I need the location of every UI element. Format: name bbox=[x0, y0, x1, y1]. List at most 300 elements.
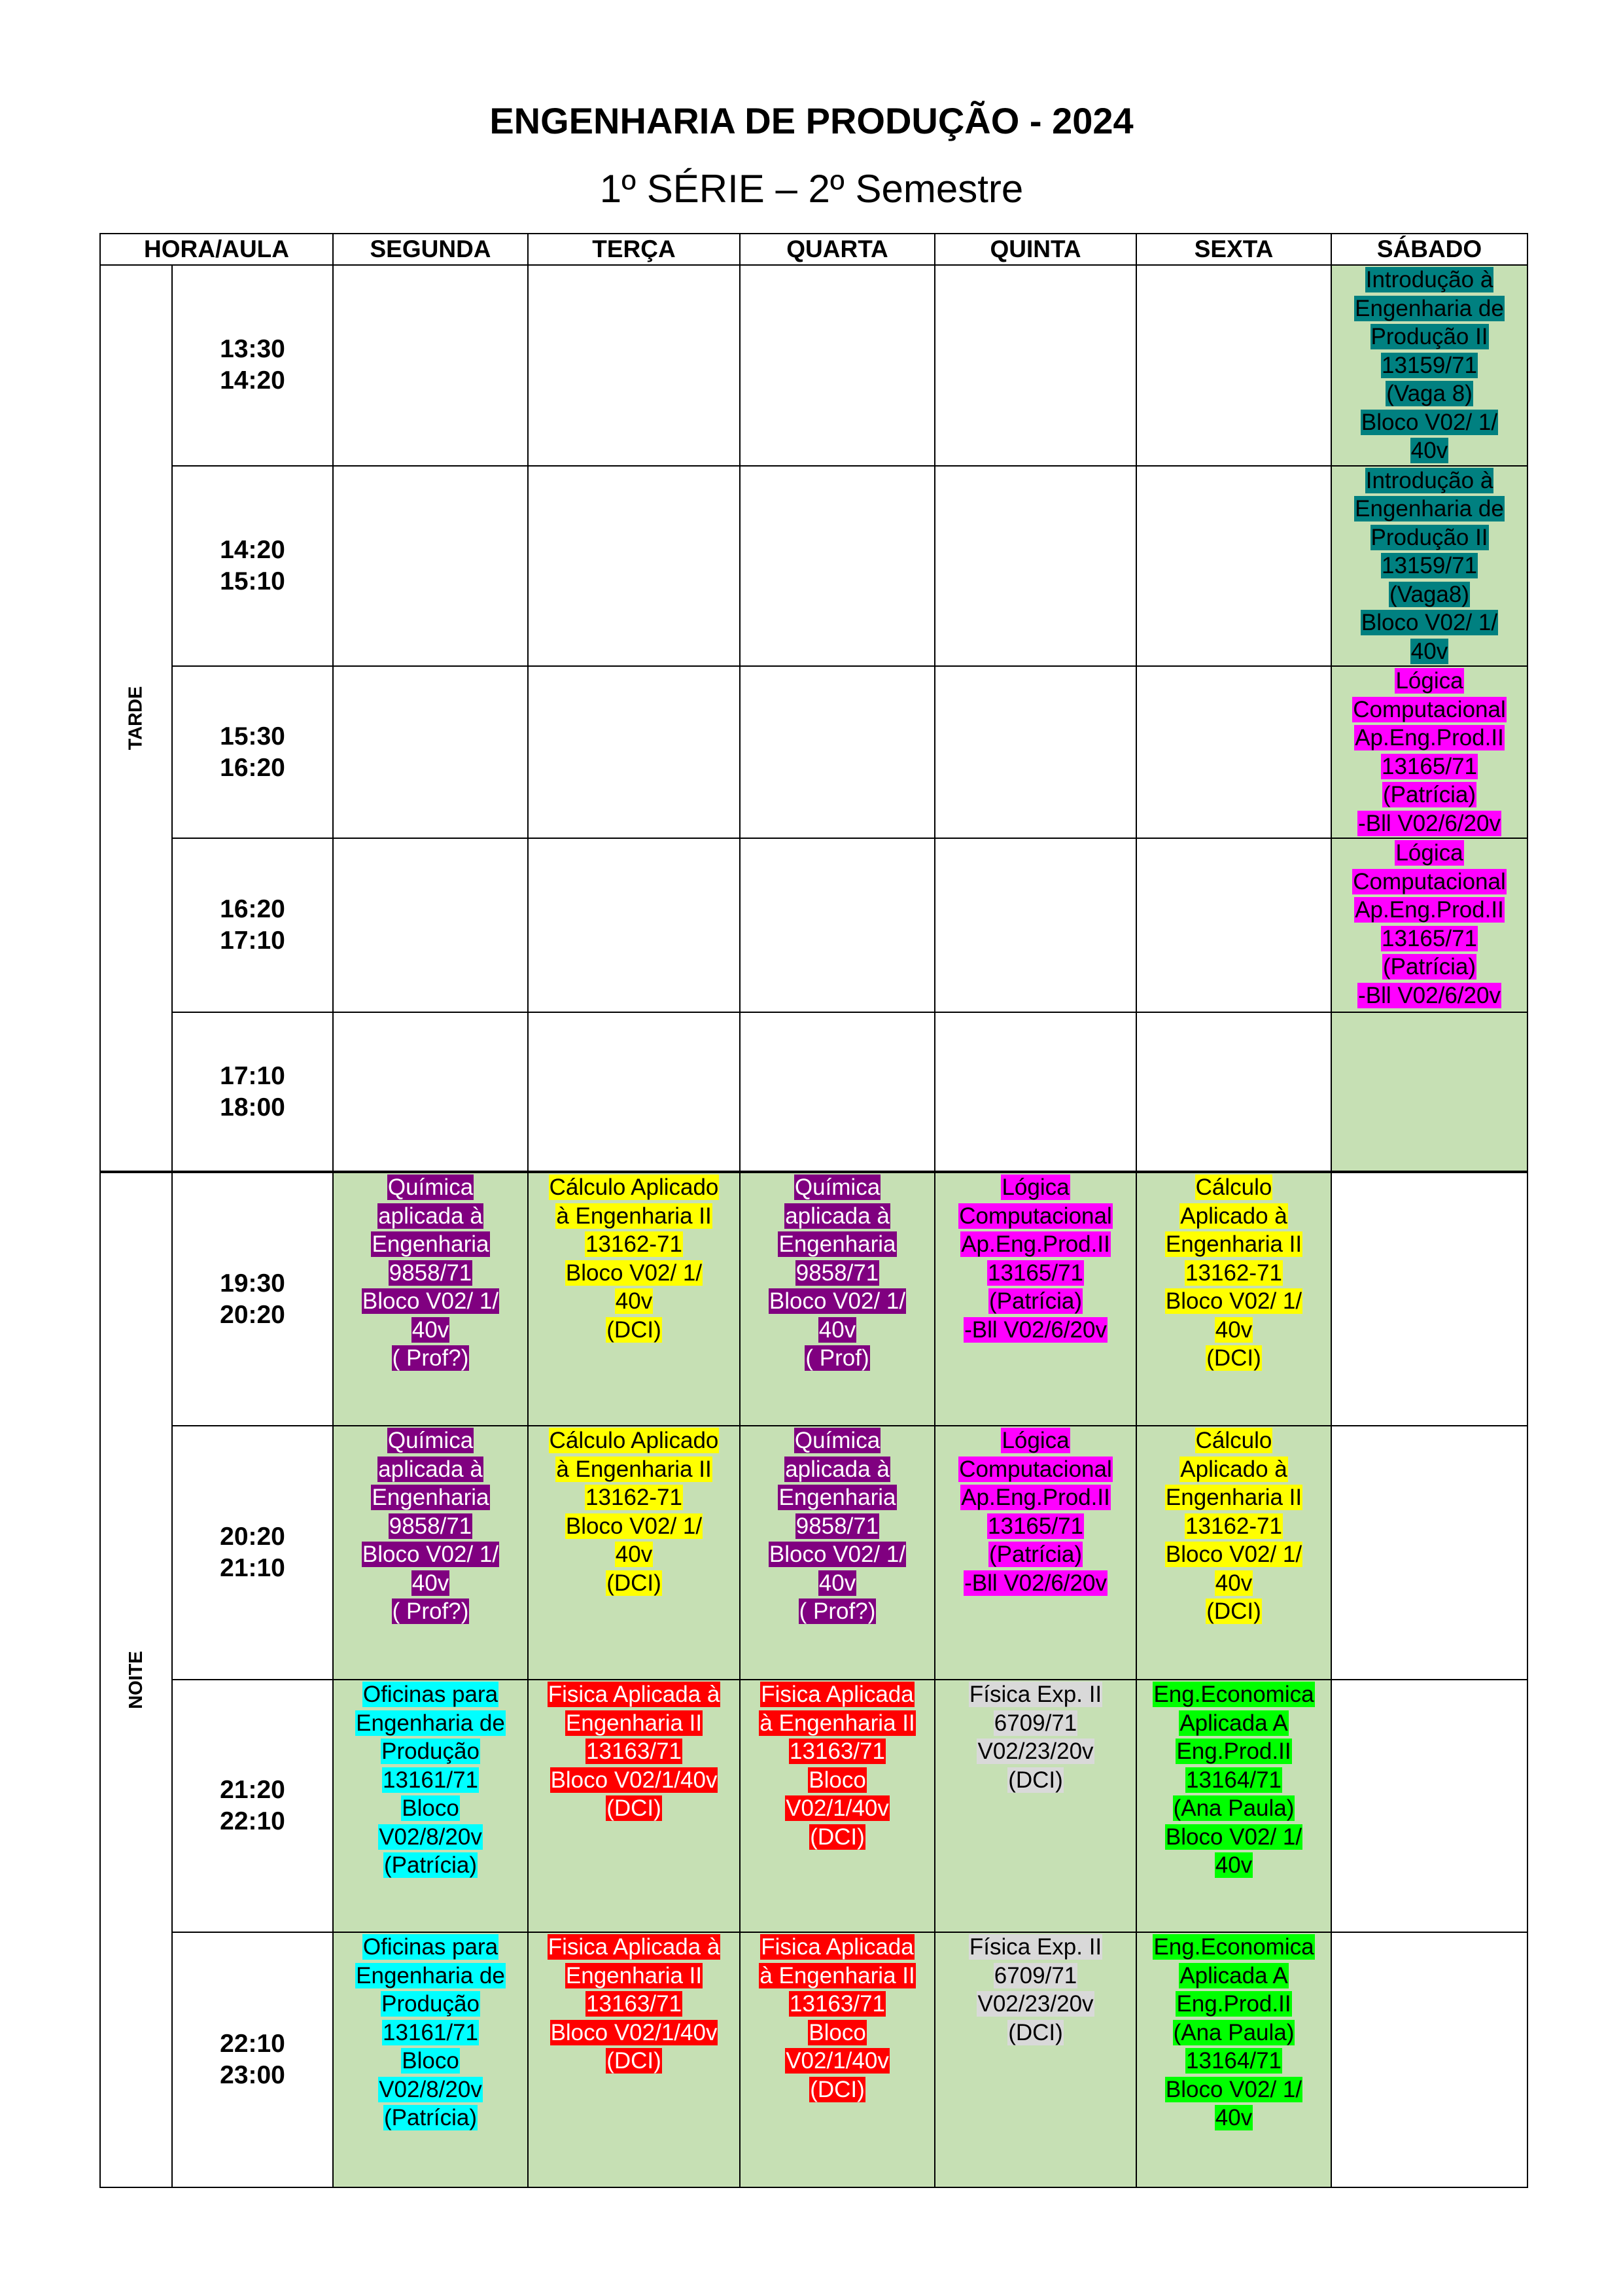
class-info-line: Computacional bbox=[959, 1203, 1112, 1229]
schedule-row bbox=[100, 1680, 1527, 1932]
class-info-line: Ap.Eng.Prod.II bbox=[961, 1231, 1110, 1257]
class-info-line: Engenharia de bbox=[356, 1710, 505, 1736]
class-cell-segunda bbox=[333, 265, 528, 466]
class-info-line: 13161/71 bbox=[383, 2019, 478, 2045]
class-line-wrap bbox=[1137, 1426, 1331, 1455]
class-line-wrap bbox=[741, 1173, 934, 1202]
class-cell-sexta bbox=[1136, 466, 1331, 667]
class-cell-sabado bbox=[1331, 1012, 1527, 1172]
class-cell-quarta bbox=[740, 1932, 935, 2187]
class-info-line: 9858/71 bbox=[795, 1260, 879, 1286]
class-line-wrap bbox=[334, 2019, 527, 2047]
class-info-line: à Engenharia II bbox=[759, 1962, 915, 1988]
class-line-wrap bbox=[334, 1962, 527, 1990]
class-cell-sexta bbox=[1136, 1932, 1331, 2187]
class-info-line: 13165/71 bbox=[1382, 925, 1477, 951]
class-entry bbox=[334, 1680, 527, 1880]
class-line-wrap bbox=[334, 1540, 527, 1569]
class-line-wrap bbox=[334, 1483, 527, 1512]
class-line-wrap bbox=[741, 1933, 934, 1962]
schedule-body bbox=[100, 265, 1527, 2187]
class-line-wrap bbox=[1332, 495, 1527, 523]
class-entry bbox=[935, 1173, 1136, 1344]
class-line-wrap bbox=[529, 1483, 739, 1512]
class-info-line: (DCI) bbox=[1008, 1767, 1063, 1793]
class-info-line: Lógica bbox=[1002, 1428, 1070, 1453]
header-row bbox=[100, 234, 1527, 265]
class-line-wrap bbox=[741, 1794, 934, 1823]
class-info-line: (Patrícia) bbox=[989, 1288, 1082, 1314]
class-info-line: (Patrícia) bbox=[384, 2105, 477, 2130]
time-slot bbox=[172, 1012, 333, 1172]
class-line-wrap bbox=[741, 1202, 934, 1231]
class-line-wrap bbox=[529, 1316, 739, 1345]
class-cell-quarta bbox=[740, 838, 935, 1012]
class-line-wrap bbox=[1137, 1794, 1331, 1823]
class-info-line: (DCI) bbox=[1008, 2019, 1063, 2045]
class-line-wrap bbox=[1137, 1316, 1331, 1345]
class-line-wrap bbox=[935, 1455, 1136, 1484]
class-info-line: 40v bbox=[411, 1316, 449, 1343]
class-cell-quarta bbox=[740, 466, 935, 667]
class-entry bbox=[741, 1680, 934, 1851]
class-info-line: Produção II bbox=[1370, 324, 1488, 349]
class-info-line: 6709/71 bbox=[994, 1710, 1077, 1736]
class-info-line: ( Prof) bbox=[805, 1345, 869, 1371]
class-info-line: V02/8/20v bbox=[379, 2076, 482, 2102]
class-info-line: (Patrícia) bbox=[1383, 954, 1476, 980]
class-line-wrap bbox=[741, 1230, 934, 1259]
time-end: 23:00 bbox=[220, 2061, 285, 2089]
schedule-row bbox=[100, 1426, 1527, 1680]
class-info-line: 13159/71 bbox=[1382, 553, 1477, 578]
class-cell-segunda bbox=[333, 466, 528, 667]
class-info-line: 13162-71 bbox=[585, 1231, 682, 1257]
class-line-wrap bbox=[935, 1512, 1136, 1541]
class-line-wrap bbox=[741, 1316, 934, 1345]
class-line-wrap bbox=[334, 1344, 527, 1373]
class-cell-terca bbox=[528, 265, 740, 466]
class-info-line: Aplicada A bbox=[1179, 1710, 1288, 1736]
class-info-line: Aplicada A bbox=[1179, 1962, 1288, 1988]
class-entry bbox=[1332, 266, 1527, 465]
class-line-wrap bbox=[1332, 408, 1527, 437]
class-info-line: (Ana Paula) bbox=[1173, 1795, 1295, 1821]
class-info-line: 13165/71 bbox=[1382, 753, 1477, 779]
class-info-line: Produção II bbox=[1370, 524, 1488, 550]
schedule-row bbox=[100, 1932, 1527, 2187]
class-entry bbox=[935, 1933, 1136, 2047]
class-cell-sexta bbox=[1136, 1012, 1331, 1172]
class-line-wrap bbox=[334, 1230, 527, 1259]
time-end: 14:20 bbox=[220, 366, 285, 395]
class-info-line: ( Prof?) bbox=[392, 1598, 469, 1624]
class-line-wrap bbox=[1332, 981, 1527, 1010]
class-line-wrap bbox=[935, 1259, 1136, 1288]
class-info-line: 13163/71 bbox=[586, 1991, 682, 2017]
class-info-line: aplicada à bbox=[785, 1456, 890, 1482]
class-cell-sexta bbox=[1136, 265, 1331, 466]
class-info-line: 13163/71 bbox=[586, 1739, 682, 1764]
class-line-wrap bbox=[1137, 1933, 1331, 1962]
class-line-wrap bbox=[334, 1455, 527, 1484]
class-line-wrap bbox=[741, 1597, 934, 1626]
time-end: 20:20 bbox=[220, 1300, 285, 1329]
class-line-wrap bbox=[529, 1202, 739, 1231]
class-line-wrap bbox=[741, 1540, 934, 1569]
class-line-wrap bbox=[529, 1990, 739, 2019]
class-line-wrap bbox=[529, 1259, 739, 1288]
class-line-wrap bbox=[334, 1737, 527, 1766]
class-cell-segunda bbox=[333, 1426, 528, 1680]
class-info-line: Engenharia bbox=[778, 1485, 896, 1510]
class-line-wrap bbox=[334, 1569, 527, 1598]
class-cell-quinta bbox=[935, 1680, 1136, 1932]
class-info-line: Cálculo bbox=[1195, 1428, 1272, 1453]
class-info-line: Física Exp. II bbox=[969, 1682, 1102, 1707]
header-quinta: QUINTA bbox=[935, 234, 1136, 265]
class-line-wrap bbox=[529, 1680, 739, 1709]
class-cell-quinta bbox=[935, 1012, 1136, 1172]
class-info-line: Bloco V02/ 1/ bbox=[1361, 409, 1498, 435]
class-line-wrap bbox=[334, 1597, 527, 1626]
class-info-line: Bloco bbox=[402, 1795, 459, 1821]
class-info-line: ( Prof?) bbox=[799, 1598, 876, 1624]
class-line-wrap bbox=[1137, 1259, 1331, 1288]
class-line-wrap bbox=[334, 2075, 527, 2104]
class-info-line: (Patrícia) bbox=[384, 1852, 477, 1878]
class-info-line: 13163/71 bbox=[790, 1739, 885, 1764]
class-line-wrap bbox=[741, 2075, 934, 2104]
class-info-line: Introdução à bbox=[1365, 467, 1493, 493]
class-info-line: Bloco bbox=[809, 2019, 866, 2045]
class-entry bbox=[1332, 667, 1527, 838]
class-line-wrap bbox=[1137, 1483, 1331, 1512]
class-info-line: (Vaga 8) bbox=[1386, 381, 1473, 406]
header-quarta: QUARTA bbox=[740, 234, 935, 265]
class-info-line: Física Exp. II bbox=[969, 1934, 1102, 1960]
class-entry bbox=[741, 1426, 934, 1626]
class-line-wrap bbox=[741, 2047, 934, 2075]
class-cell-terca bbox=[528, 1932, 740, 2187]
class-line-wrap bbox=[1137, 2019, 1331, 2047]
class-info-line: Química bbox=[387, 1174, 474, 1200]
class-line-wrap bbox=[1332, 294, 1527, 323]
class-line-wrap bbox=[935, 1680, 1136, 1709]
class-entry bbox=[1332, 467, 1527, 666]
time-slot bbox=[172, 466, 333, 667]
time-slot bbox=[172, 1680, 333, 1932]
class-cell-sabado bbox=[1331, 1172, 1527, 1426]
class-info-line: Oficinas para bbox=[362, 1934, 498, 1960]
class-info-line: (Vaga8) bbox=[1389, 581, 1469, 607]
time-slot bbox=[172, 666, 333, 838]
class-line-wrap bbox=[334, 1823, 527, 1852]
class-info-line: 13161/71 bbox=[383, 1767, 478, 1793]
class-info-line: Bloco bbox=[809, 1767, 866, 1793]
class-line-wrap bbox=[1137, 1823, 1331, 1852]
class-cell-sabado bbox=[1331, 838, 1527, 1012]
class-cell-terca bbox=[528, 666, 740, 838]
class-line-wrap bbox=[935, 1540, 1136, 1569]
class-info-line: Química bbox=[387, 1428, 474, 1453]
class-cell-quarta bbox=[740, 1172, 935, 1426]
class-line-wrap bbox=[741, 1766, 934, 1795]
class-line-wrap bbox=[334, 1766, 527, 1795]
class-info-line: (DCI) bbox=[810, 2076, 865, 2102]
class-info-line: 40v bbox=[615, 1288, 653, 1314]
class-line-wrap bbox=[1137, 1344, 1331, 1373]
class-info-line: 40v bbox=[1215, 1570, 1253, 1596]
class-info-line: 13165/71 bbox=[988, 1260, 1083, 1286]
class-cell-quarta bbox=[740, 1426, 935, 1680]
class-cell-terca bbox=[528, 1426, 740, 1680]
class-info-line: -Bll V02/6/20v bbox=[964, 1316, 1107, 1343]
class-line-wrap bbox=[1332, 380, 1527, 408]
class-info-line: Química bbox=[794, 1428, 881, 1453]
class-line-wrap bbox=[741, 1426, 934, 1455]
class-entry bbox=[1137, 1680, 1331, 1880]
class-entry bbox=[529, 1680, 739, 1823]
time-slot bbox=[172, 1932, 333, 2187]
class-info-line: 13164/71 bbox=[1186, 1767, 1282, 1793]
class-info-line: 9858/71 bbox=[795, 1513, 879, 1539]
class-entry bbox=[741, 1933, 934, 2104]
class-line-wrap bbox=[741, 1344, 934, 1373]
class-line-wrap bbox=[741, 1569, 934, 1598]
class-line-wrap bbox=[741, 1455, 934, 1484]
class-info-line: 9858/71 bbox=[389, 1513, 472, 1539]
class-cell-terca bbox=[528, 1680, 740, 1932]
class-info-line: Engenharia de bbox=[356, 1962, 505, 1988]
class-line-wrap bbox=[935, 1766, 1136, 1795]
class-entry bbox=[935, 1426, 1136, 1597]
class-info-line: (DCI) bbox=[1206, 1345, 1261, 1371]
class-line-wrap bbox=[1332, 781, 1527, 809]
time-start: 17:10 bbox=[220, 1061, 285, 1090]
class-line-wrap bbox=[935, 1990, 1136, 2019]
class-line-wrap bbox=[1332, 323, 1527, 351]
class-info-line: Produção bbox=[381, 1991, 480, 2017]
class-info-line: ( Prof?) bbox=[392, 1345, 469, 1371]
class-info-line: Bloco V02/ 1/ bbox=[769, 1542, 906, 1567]
class-line-wrap bbox=[1137, 1990, 1331, 2019]
time-start: 20:20 bbox=[220, 1523, 285, 1551]
class-info-line: Eng.Prod.II bbox=[1176, 1739, 1291, 1764]
class-info-line: Engenharia de bbox=[1355, 295, 1504, 321]
class-line-wrap bbox=[935, 1202, 1136, 1231]
class-line-wrap bbox=[1137, 1766, 1331, 1795]
class-info-line: -Bll V02/6/20v bbox=[1358, 982, 1501, 1008]
schedule-row bbox=[100, 666, 1527, 838]
class-info-line: V02/8/20v bbox=[379, 1824, 482, 1850]
class-line-wrap bbox=[1332, 580, 1527, 609]
class-info-line: Cálculo Aplicado bbox=[549, 1174, 719, 1200]
class-line-wrap bbox=[1137, 1202, 1331, 1231]
class-line-wrap bbox=[1332, 752, 1527, 781]
header-hora-aula: HORA/AULA bbox=[100, 234, 333, 265]
class-cell-sabado bbox=[1331, 265, 1527, 466]
class-line-wrap bbox=[334, 1933, 527, 1962]
class-line-wrap bbox=[1137, 1597, 1331, 1626]
class-line-wrap bbox=[1137, 1540, 1331, 1569]
class-info-line: Engenharia de bbox=[1355, 496, 1504, 521]
class-line-wrap bbox=[1137, 2075, 1331, 2104]
class-info-line: 40v bbox=[615, 1542, 653, 1567]
class-info-line: 13162-71 bbox=[1185, 1513, 1282, 1539]
class-info-line: Oficinas para bbox=[362, 1682, 498, 1707]
class-line-wrap bbox=[1137, 1287, 1331, 1316]
class-line-wrap bbox=[1332, 637, 1527, 666]
header-terca: TERÇA bbox=[528, 234, 740, 265]
class-cell-sabado bbox=[1331, 1680, 1527, 1932]
class-line-wrap bbox=[334, 1990, 527, 2019]
class-line-wrap bbox=[741, 1512, 934, 1541]
class-line-wrap bbox=[1137, 1737, 1331, 1766]
class-info-line: aplicada à bbox=[785, 1203, 890, 1229]
class-info-line: 40v bbox=[1410, 638, 1448, 664]
class-cell-sexta bbox=[1136, 1426, 1331, 1680]
class-info-line: Computacional bbox=[1353, 696, 1506, 722]
class-line-wrap bbox=[935, 1173, 1136, 1202]
class-cell-sabado bbox=[1331, 1426, 1527, 1680]
class-cell-segunda bbox=[333, 666, 528, 838]
class-info-line: Bloco V02/1/40v bbox=[550, 1767, 718, 1793]
class-line-wrap bbox=[1332, 868, 1527, 896]
class-info-line: (DCI) bbox=[606, 1316, 661, 1343]
class-line-wrap bbox=[1332, 839, 1527, 868]
class-line-wrap bbox=[935, 1316, 1136, 1345]
schedule-row bbox=[100, 838, 1527, 1012]
class-cell-segunda bbox=[333, 1012, 528, 1172]
schedule-row bbox=[100, 466, 1527, 667]
class-info-line: Engenharia II bbox=[1165, 1485, 1302, 1510]
class-line-wrap bbox=[334, 2104, 527, 2132]
class-cell-sexta bbox=[1136, 1680, 1331, 1932]
class-line-wrap bbox=[1332, 523, 1527, 552]
class-line-wrap bbox=[1137, 1512, 1331, 1541]
class-line-wrap bbox=[1137, 1709, 1331, 1738]
schedule-table bbox=[99, 233, 1528, 2188]
class-info-line: Engenharia bbox=[372, 1231, 489, 1257]
class-line-wrap bbox=[1332, 896, 1527, 925]
class-info-line: Bloco V02/ 1/ bbox=[362, 1542, 499, 1567]
class-cell-quinta bbox=[935, 1932, 1136, 2187]
class-info-line: 6709/71 bbox=[994, 1962, 1077, 1988]
class-line-wrap bbox=[1137, 1230, 1331, 1259]
class-line-wrap bbox=[1332, 552, 1527, 580]
class-cell-terca bbox=[528, 1172, 740, 1426]
time-slot bbox=[172, 1426, 333, 1680]
class-info-line: Ap.Eng.Prod.II bbox=[1355, 725, 1504, 751]
class-info-line: aplicada à bbox=[378, 1203, 483, 1229]
class-line-wrap bbox=[741, 1483, 934, 1512]
class-info-line: -Bll V02/6/20v bbox=[1358, 810, 1501, 836]
class-info-line: à Engenharia II bbox=[759, 1710, 915, 1736]
class-info-line: Eng.Prod.II bbox=[1176, 1991, 1291, 2017]
class-line-wrap bbox=[741, 1709, 934, 1738]
class-info-line: Lógica bbox=[1395, 840, 1463, 866]
time-end: 15:10 bbox=[220, 567, 285, 595]
time-start: 22:10 bbox=[220, 2030, 285, 2058]
class-entry bbox=[1137, 1933, 1331, 2132]
period-label-tarde bbox=[100, 265, 172, 1172]
class-info-line: Lógica bbox=[1395, 668, 1463, 694]
schedule-row bbox=[100, 265, 1527, 466]
class-info-line: 40v bbox=[1410, 438, 1448, 463]
class-info-line: (DCI) bbox=[810, 1824, 865, 1850]
period-label-text: TARDE bbox=[125, 686, 147, 751]
class-cell-quinta bbox=[935, 1426, 1136, 1680]
class-info-line: Bloco V02/ 1/ bbox=[1165, 1824, 1302, 1850]
class-info-line: Computacional bbox=[1353, 868, 1506, 894]
class-line-wrap bbox=[1137, 1962, 1331, 1990]
class-line-wrap bbox=[1332, 266, 1527, 294]
class-entry bbox=[529, 1173, 739, 1344]
class-info-line: Lógica bbox=[1002, 1174, 1070, 1200]
class-line-wrap bbox=[334, 1512, 527, 1541]
class-line-wrap bbox=[741, 1990, 934, 2019]
class-line-wrap bbox=[1137, 1455, 1331, 1484]
class-info-line: Bloco bbox=[402, 2048, 459, 2074]
class-info-line: 40v bbox=[411, 1570, 449, 1596]
class-line-wrap bbox=[529, 1173, 739, 1202]
class-info-line: 40v bbox=[818, 1316, 856, 1343]
class-info-line: Bloco V02/ 1/ bbox=[565, 1513, 703, 1539]
class-line-wrap bbox=[1332, 609, 1527, 637]
time-end: 21:10 bbox=[220, 1554, 285, 1582]
header-sexta: SEXTA bbox=[1136, 234, 1331, 265]
class-cell-terca bbox=[528, 838, 740, 1012]
class-line-wrap bbox=[741, 1737, 934, 1766]
class-line-wrap bbox=[529, 2047, 739, 2075]
class-cell-quarta bbox=[740, 1012, 935, 1172]
class-line-wrap bbox=[529, 1933, 739, 1962]
class-line-wrap bbox=[935, 1287, 1136, 1316]
class-line-wrap bbox=[935, 1569, 1136, 1598]
class-line-wrap bbox=[334, 1680, 527, 1709]
class-line-wrap bbox=[1332, 696, 1527, 724]
class-info-line: à Engenharia II bbox=[556, 1456, 712, 1482]
class-line-wrap bbox=[334, 1316, 527, 1345]
class-cell-segunda bbox=[333, 838, 528, 1012]
class-cell-sexta bbox=[1136, 666, 1331, 838]
class-line-wrap bbox=[935, 1737, 1136, 1766]
class-line-wrap bbox=[741, 1259, 934, 1288]
class-line-wrap bbox=[741, 1287, 934, 1316]
class-cell-sexta bbox=[1136, 838, 1331, 1012]
time-start: 14:20 bbox=[220, 535, 285, 564]
class-info-line: aplicada à bbox=[378, 1456, 483, 1482]
class-line-wrap bbox=[529, 1230, 739, 1259]
class-info-line: V02/1/40v bbox=[786, 1795, 889, 1821]
class-info-line: Engenharia bbox=[372, 1485, 489, 1510]
class-line-wrap bbox=[529, 1540, 739, 1569]
class-line-wrap bbox=[741, 1680, 934, 1709]
class-cell-quarta bbox=[740, 666, 935, 838]
class-cell-sabado bbox=[1331, 1932, 1527, 2187]
header-segunda: SEGUNDA bbox=[333, 234, 528, 265]
class-cell-quinta bbox=[935, 666, 1136, 838]
class-line-wrap bbox=[935, 1230, 1136, 1259]
class-cell-sabado bbox=[1331, 466, 1527, 667]
class-info-line: 13164/71 bbox=[1186, 2048, 1282, 2074]
class-cell-segunda bbox=[333, 1932, 528, 2187]
class-line-wrap bbox=[935, 1426, 1136, 1455]
class-info-line: -Bll V02/6/20v bbox=[964, 1570, 1107, 1596]
class-info-line: V02/23/20v bbox=[977, 1739, 1094, 1764]
class-line-wrap bbox=[1137, 1569, 1331, 1598]
